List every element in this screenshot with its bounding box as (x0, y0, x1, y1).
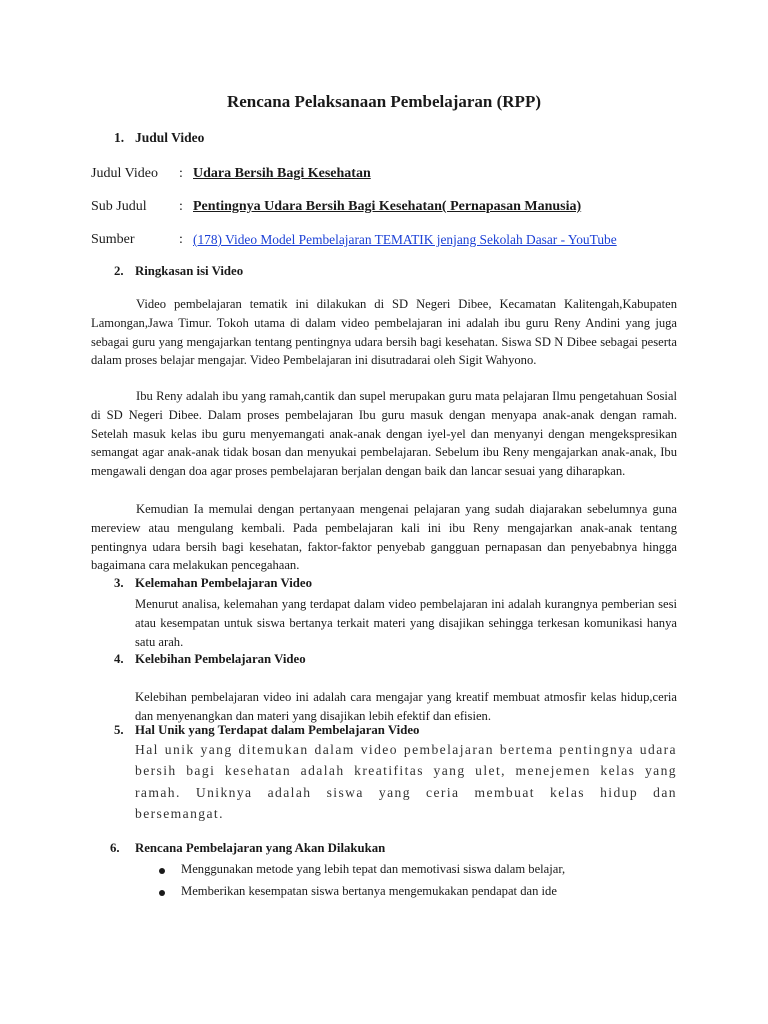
section-6-number: 6. (110, 841, 120, 855)
section-3-heading: Kelemahan Pembelajaran Video (135, 576, 313, 590)
section-6-heading: Rencana Pembelajaran yang Akan Dilakukan (135, 841, 386, 855)
section-4-heading: Kelebihan Pembelajaran Video (135, 652, 306, 666)
section-4-number: 4. (114, 652, 124, 666)
judul-colon: : (179, 166, 183, 181)
judul-value: Udara Bersih Bagi Kesehatan (193, 166, 371, 181)
section-5-number: 5. (114, 723, 124, 737)
strength-text: Kelebihan pembelajaran video ini adalah cara mengajar yang kreatif membuat atmosfir kelas hidup,ceria dan menyenangkan dan materi yang disajikan lebih efektif dan efisien. (135, 690, 677, 723)
sumber-link[interactable]: (178) Video Model Pembelajaran TEMATIK jenjang Sekolah Dasar - YouTube (193, 232, 617, 247)
judul-label: Judul Video (91, 166, 158, 181)
subjudul-label: Sub Judul (91, 199, 147, 214)
summary-paragraph-3: Kemudian Ia memulai dengan pertanyaan mengenai pelajaran yang sudah diajarakan sebelumnya guna mereview atau mengulang kembali. Pada pembelajaran kali ini ibu Reny mengajarkan anak-anak tentang pentingnya udara bersih bagi kesehatan, faktor-faktor penyebab gangguan pernapasan dan penyebabnya hingga bagaimana cara melakukan pencegahaan. (91, 502, 677, 573)
plan-item-2: Memberikan kesempatan siswa bertanya mengemukakan pendapat dan ide (181, 884, 557, 898)
document-title: Rencana Pelaksanaan Pembelajaran (RPP) (226, 92, 541, 111)
section-2-heading: Ringkasan isi Video (135, 264, 244, 278)
plan-item-1: Menggunakan metode yang lebih tepat dan memotivasi siswa dalam belajar, (181, 862, 566, 876)
section-3-number: 3. (114, 576, 124, 590)
subjudul-value: Pentingnya Udara Bersih Bagi Kesehatan( Pernapasan Manusia) (193, 199, 582, 214)
summary-paragraph-2: Ibu Reny adalah ibu yang ramah,cantik dan supel merupakan guru mata pelajaran Ilmu pengetahuan Sosial di SD Negeri Dibee. Dalam proses pembelajaran Ibu guru masuk dengan menyapa anak-anak dengan ramah. Setelah masuk kelas ibu guru menyemangati anak-anak dengan iyel-yel dan menyanyi dengan mengekspresikan semangat agar anak-anak tidak bosan dan menyukai pembelajaran. Sebelum ibu Reny mengajarkan anak-anak, Ibu mengawali dengan doa agar proses pembelajaran berjalan dengan baik dan lancar sesuai yang diharapkan. (91, 389, 677, 479)
sumber-colon: : (179, 232, 183, 247)
bullet-icon (159, 868, 165, 874)
summary-paragraph-1: Video pembelajaran tematik ini dilakukan di SD Negeri Dibee, Kecamatan Kalitengah,Kabupaten Lamongan,Jawa Timur. Tokoh utama di dalam video pembelajaran ini adalah ibu guru Reny Andini yang juga sebagai guru yang mengajarkan tentang pentingnya udara bersih bagi kesehatan. Siswa SD N Dibee sebagai peserta dalam proses belajar mengajar. Video Pembelajaran ini disutradarai oleh Sigit Wahyono. (91, 297, 677, 368)
bullet-icon (159, 890, 165, 896)
section-5-heading: Hal Unik yang Terdapat dalam Pembelajaran Video (135, 723, 420, 737)
sumber-label: Sumber (91, 232, 135, 247)
section-2-number: 2. (114, 264, 124, 278)
subjudul-colon: : (179, 199, 183, 214)
weakness-text: Menurut analisa, kelemahan yang terdapat dalam video pembelajaran ini adalah kurangnya pemberian sesi atau kesempatan untuk siswa bertanya terkait materi yang disajikan sehingga terkesan komunikasi hanya satu arah. (135, 597, 677, 649)
unique-text: Hal unik yang ditemukan dalam video pembelajaran bertema pentingnya udara bersih bagi kesehatan adalah kreatifitas yang ulet, menejemen kelas yang ramah. Uniknya adalah siswa yang ceria membuat kelas hidup dan bersemangat. (135, 742, 677, 822)
section-1-heading: Judul Video (135, 130, 205, 145)
section-1-number: 1. (114, 130, 125, 145)
